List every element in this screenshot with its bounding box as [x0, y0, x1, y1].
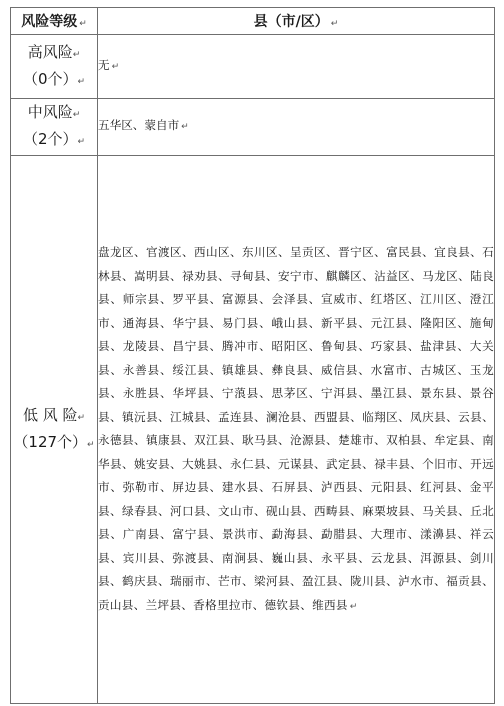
level-name-medium: 中风险 — [27, 103, 73, 121]
paragraph-mark-icon: ↵ — [330, 19, 339, 29]
level-count-medium: （2个） — [22, 130, 78, 148]
level-count-high: （0个） — [22, 69, 78, 88]
paragraph-mark-icon: ↵ — [77, 137, 86, 147]
paragraph-mark-icon: ↵ — [77, 412, 86, 423]
counties-cell-low — [98, 156, 495, 704]
counties-cell-medium — [98, 99, 495, 156]
counties-text-medium: 五华区、蒙自市 — [98, 118, 180, 133]
paragraph-mark-icon: ↵ — [87, 439, 95, 450]
paragraph-mark-icon: ↵ — [79, 19, 87, 29]
level-cell-low — [11, 156, 98, 704]
level-cell-high — [11, 35, 98, 99]
counties-text-low: 盘龙区、官渡区、西山区、东川区、呈贡区、晋宁区、富民县、宜良县、石林县、嵩明县、禄劝县、寻甸县、安宁市、麒麟区、沾益区、马龙区、陆良县、师宗县、罗平县、富源县、会泽县、宣威市、红塔区、江川区、澄江市、通海县、华宁县、易门县、峨山县、新平县、元江县、隆阳区、施甸县、龙陵县、昌宁县、腾冲市、昭阳区、鲁甸县、巧家县、盐津县、大关县、永善县、绥江县、镇雄县、彝良县、威信县、水富市、古城区、玉龙县、永胜县、华坪县、宁蒗县、思茅区、宁洱县、墨江县、景东县、景谷县、镇沅县、江城县、孟连县、澜沧县、西盟县、临翔区、凤庆县、云县、永德县、镇康县、双江县、耿马县、沧源县、楚雄市、双柏县、牟定县、南华县、姚安县、大姚县、永仁县、元谋县、武定县、禄丰县、个旧市、开远市、弥勒市、屏边县、建水县、石屏县、泸西县、元阳县、红河县、金平县、绿春县、河口县、文山市、砚山县、西畴县、麻栗坡县、马关县、丘北县、广南县、富宁县、景洪市、勐海县、勐腊县、大理市、漾濞县、祥云县、宾川县、弥渡县、南涧县、巍山县、永平县、云龙县、洱源县、剑川县、鹤庆县、瑞丽市、芒市、梁河县、盈江县、陇川县、泸水市、福贡县、贡山县、兰坪县、香格里拉市、德钦县、维西县 — [98, 245, 494, 612]
table-row-medium-risk — [11, 99, 495, 156]
paragraph-mark-icon: ↵ — [349, 601, 358, 612]
paragraph-mark-icon: ↵ — [111, 61, 120, 72]
paragraph-mark-icon: ↵ — [72, 110, 81, 120]
table-row-high-risk — [11, 35, 495, 99]
table-header-row — [11, 8, 495, 35]
level-count-low: （127个） — [13, 432, 88, 451]
risk-level-table — [10, 7, 495, 704]
paragraph-mark-icon: ↵ — [181, 122, 189, 133]
level-name-low: 低 风 险 — [22, 405, 78, 424]
counties-cell-high — [98, 35, 495, 99]
header-counties — [98, 8, 495, 35]
level-cell-medium — [11, 99, 98, 156]
counties-text-high: 无 — [98, 57, 110, 72]
level-name-high: 高风险 — [27, 42, 73, 61]
table-row-low-risk — [11, 156, 495, 704]
header-counties-text: 县（市/区） — [253, 14, 329, 30]
paragraph-mark-icon: ↵ — [72, 49, 81, 60]
header-risk-level-text: 风险等级 — [21, 14, 78, 30]
header-risk-level — [11, 8, 98, 35]
paragraph-mark-icon: ↵ — [77, 76, 86, 87]
